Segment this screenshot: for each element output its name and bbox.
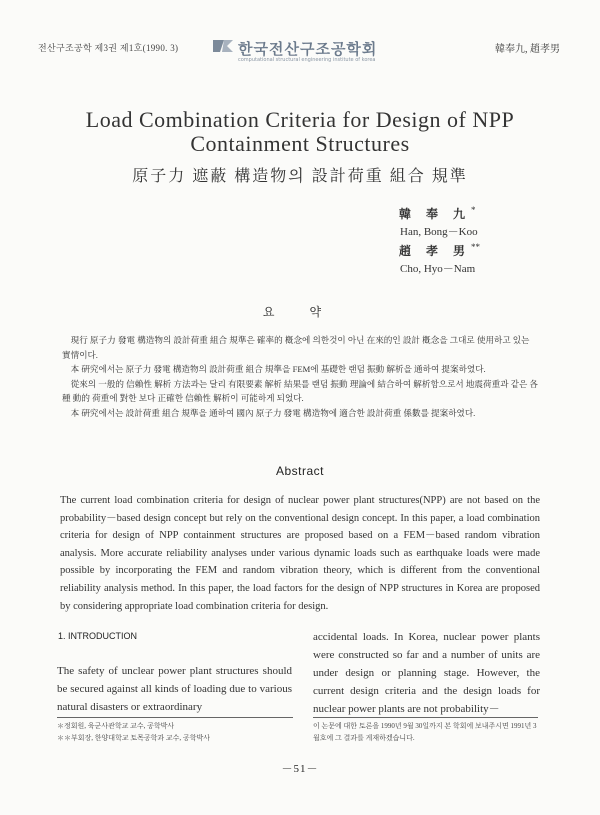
page-number: －51－ [281,763,319,775]
korean-abstract-paragraph: 本 硏究에서는 設計荷重 組合 規準을 通하여 國內 原子力 發電 構造物에 適合한 設計荷重 係數를 提案하였다. [62,407,476,418]
author-1-mark: * [471,205,476,215]
paper-title-line2: Containment Structures [190,131,410,156]
korean-abstract-paragraph: 從來의 一般的 信賴性 解析 方法과는 달리 有限要素 解析 結果를 랜덤 振動 理論에 結合하여 解析함으로서 地震荷重과 같은 各種 動的 荷重에 對한 보다 正確한 信賴性 解析이 可能하게 되었다. [62,378,538,403]
society-logo-icon [212,38,234,54]
author-1-roman: Han, Bong－Koo [400,226,478,238]
paper-title-korean: 原子力 遮蔽 構造物의 設計荷重 組合 規準 [132,168,468,185]
abstract-body: The current load combination criteria for design of nuclear power plant structures(NPP) are not based on the probability－based design concept but rely on the conventional design concept. In this paper, a load combination criteria for design of NPP containment structures are proposed based on a FEM－based random vibration analysis. More accurate reliability analyses under various dynamic loads such as earthquake loads were made possible by incorporating the FEM and random vibration theory, which is different from the conventional reliability analysis method. In this paper, the load factors for the design of NPP structures in Korea are proposed by considering appropriate load combination criteria for design. [60,495,540,612]
korean-abstract-paragraph: 現行 原子力 發電 構造物의 設計荷重 組合 規準은 確率的 槪念에 의한것이 아닌 在來的인 設計 槪念을 그대로 使用하고 있는 實情이다. [62,335,530,360]
footnote: ＊정회원, 육군사관학교 교수, 공학박사 [57,722,175,730]
korean-abstract-heading: 요 약 [262,305,338,319]
footnote: 이 논문에 대한 토론을 1990년 9월 30일까지 본 학회에 보내주시면 1991년 3월호에 그 결과를 게재하겠습니다. [313,722,537,742]
author-2 [399,242,480,259]
footnotes-left [57,720,293,744]
footnotes-right [313,720,538,744]
author-2-name: 趙 孝 男 [399,244,472,258]
author-2-roman: Cho, Hyo－Nam [400,263,476,275]
korean-abstract-paragraph: 本 硏究에서는 原子力 發電 構造物의 設計荷重 組合 規準을 FEM에 基礎한 랜덤 振動 解析을 通하여 提案하였다. [62,364,486,374]
korean-abstract-body [62,333,540,420]
paper-title [0,108,600,156]
society-logo-korean: 한국전산구조공학회 [238,40,378,58]
footnote: ＊＊부회장, 한양대학교 토목공학과 교수, 공학박사 [57,734,210,742]
abstract-heading: Abstract [275,464,324,478]
paper-title-line1: Load Combination Criteria for Design of NPP [85,107,515,132]
author-1-name: 韓 奉 九 [399,207,472,221]
footnote-divider [57,717,293,718]
society-logo-english: computational structural engineering institute of korea [238,57,376,63]
author-2-mark: ** [471,242,481,252]
footnote-divider-right [313,717,538,718]
body-right-column: accidental loads. In Korea, nuclear power plants were constructed so far and a number of units are under design or planning stage. However, the current design criteria and the design loads for nuclear power plants are not probability－ [313,631,540,715]
journal-header: 전산구조공학 제3권 제1호(1990. 3) [38,43,179,53]
society-logo [212,38,377,63]
author-1 [399,205,476,222]
running-authors: 韓奉九, 趙孝男 [495,44,560,55]
section-heading: 1. INTRODUCTION [58,631,138,641]
body-left-column: The safety of unclear power plant structures should be secured against all kinds of loading due to various natural disasters or extraordinary [57,665,292,713]
